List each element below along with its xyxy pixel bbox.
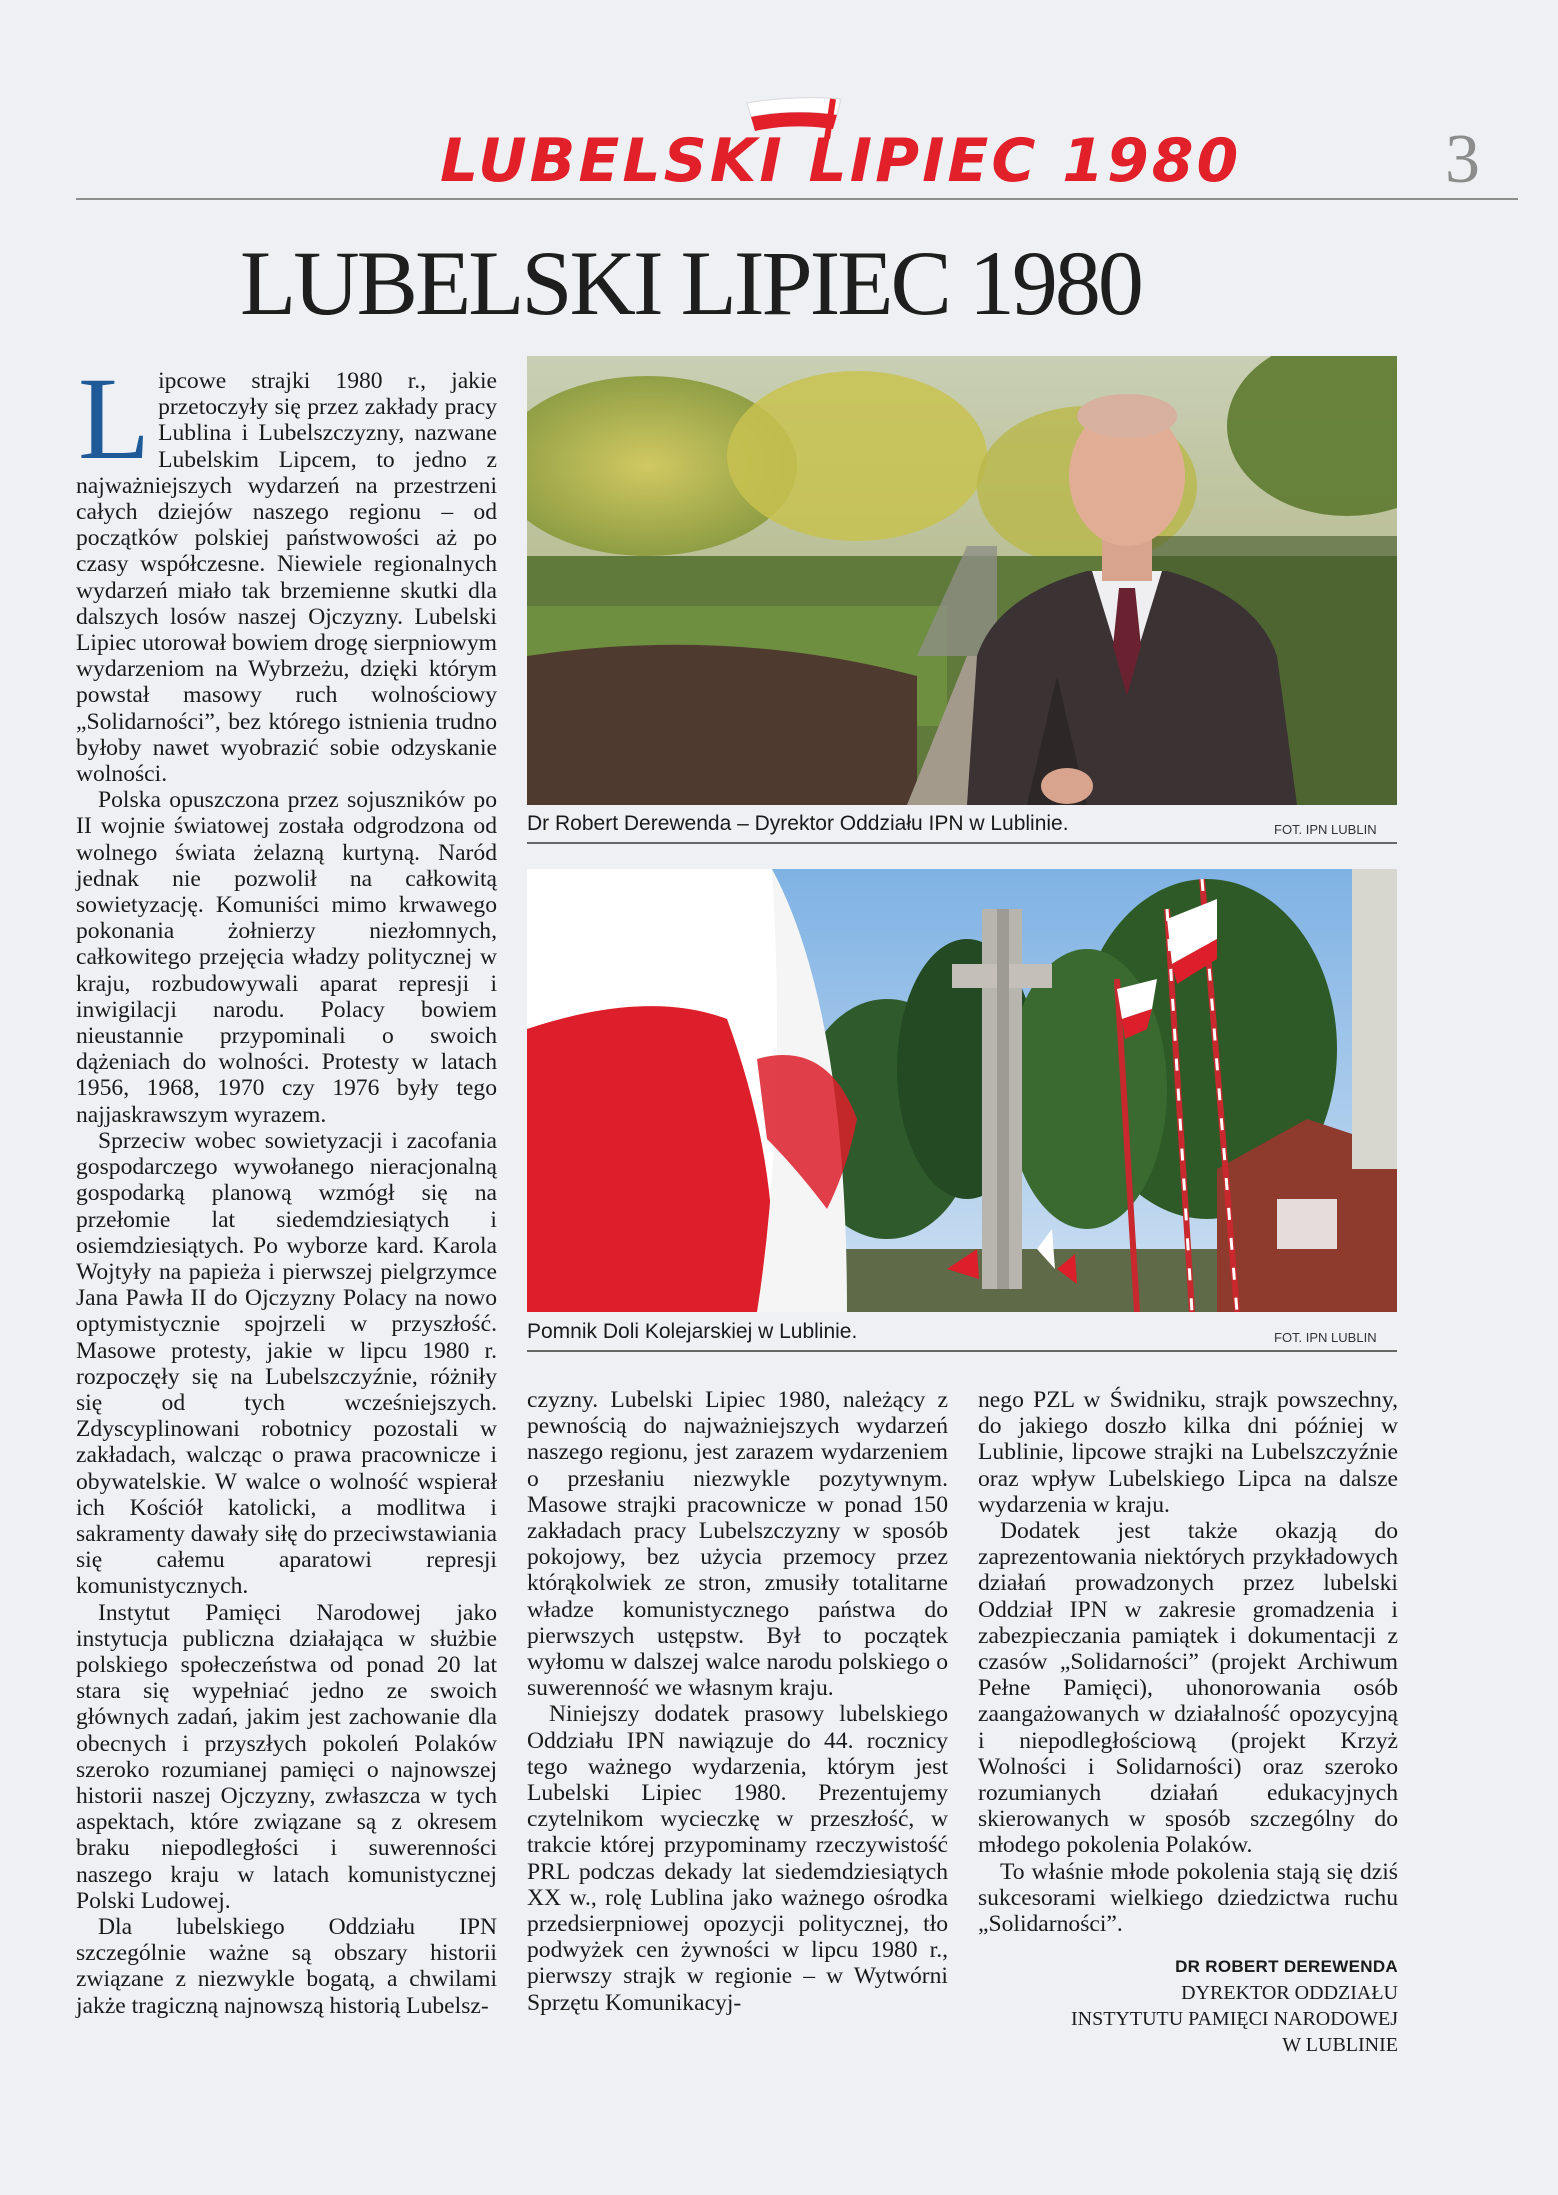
author-title: INSTYTUTU PAMIĘCI NARODOWEJ xyxy=(1070,2008,1398,2030)
header-divider xyxy=(76,198,1518,200)
article-column-1 xyxy=(76,353,497,2068)
article-column-2 xyxy=(527,1387,948,2087)
author-name: DR ROBERT DEREWENDA xyxy=(1175,1957,1398,1976)
photo-caption: Dr Robert Derewenda – Dyrektor Oddziału IPN w Lublinie. xyxy=(527,812,1069,835)
caption-divider xyxy=(527,842,1397,844)
dropcap: L xyxy=(78,353,151,484)
photo-caption: Pomnik Doli Kolejarskiej w Lublinie. xyxy=(527,1320,858,1343)
photo-credit: FOT. IPN LUBLIN xyxy=(1274,1330,1377,1345)
photo-monument xyxy=(527,869,1397,1312)
article-paragraph: nego PZL w Świdniku, strajk powszechny, do jakiego doszło kilka dni później w Lublinie, lipcowe strajki na Lubelszczyźnie oraz wpływ Lubelskiego Lipca na dalsze wydarzenia w kraju. xyxy=(978,1387,1398,1518)
page-number: 3 xyxy=(1445,121,1480,198)
article-paragraph: Sprzeciw wobec sowietyzacji i zacofania gospodarczego wywołanego nieracjonalną gospodarką planową wzmógł się na przełomie lat siedemdziesiątych i osiemdziesiątych. Po wyborze kard. Karola Wojtyły na papieża i pierwszej pielgrzymce Jana Pawła II do Ojczyzny Polacy na nowo optymistycznie spojrzeli w przyszłość. Masowe protesty, jakie w lipcu 1980 r. rozpoczęły się na Lubelszczyźnie, różniły się od tych wcześniejszych. Zdyscyplinowani robotnicy pozostali w zakładach, walcząc o prawa pracownicze i obywatelskie. W walce o wolność wspierał ich Kościół katolicki, a modlitwa i sakramenty dawały siłę do przeciwstawiania się całemu aparatowi represji komunistycznych. xyxy=(76,1127,497,1600)
header-logo: LUBELSKI LIPIEC 1980 xyxy=(440,126,1242,196)
author-title: W LUBLINIE xyxy=(1282,2034,1398,2056)
article-paragraph: czyzny. Lubelski Lipiec 1980, należący z pewnością do najważniejszych wydarzeń naszego regionu, jest zarazem wydarzeniem o przesłaniu niezwykle pozytywnym. Masowe strajki pracownicze w ponad 150 zakładach pracy Lubelszczyzny w sposób pokojowy, bez użycia przemocy przez którąkolwiek ze stron, zmusiły totalitarne władze komunistycznego państwa do pierwszych ustępstw. Był to początek wyłomu w dalszej walce narodu polskiego o suwerenność we własnym kraju. xyxy=(527,1387,948,1702)
portrait-image xyxy=(527,356,1397,805)
photo-portrait xyxy=(527,356,1397,805)
author-title: DYREKTOR ODDZIAŁU xyxy=(1181,1982,1398,2004)
monument-image xyxy=(527,869,1397,1312)
article-paragraph: Lipcowe strajki 1980 r., jakie przetoczyły się przez zakłady pracy Lublina i Lubelszczyzny, nazwane Lubelskim Lipcem, to jedno z najważniejszych wydarzeń na przestrzeni całych dziejów naszego regionu – od początków polskiej państwowości aż po czasy współczesne. Niewiele regionalnych wydarzeń miało tak brzemienne skutki dla dalszych losów naszej Ojczyzny. Lubelski Lipiec utorował bowiem drogę sierpniowym wydarzeniom na Wybrzeżu, dzięki którym powstał masowy ruch wolnościowy „Solidarności”, bez którego istnienia trudno byłoby nawet wyobrazić sobie odzyskanie wolności. xyxy=(76,353,497,788)
page-title: LUBELSKI LIPIEC 1980 xyxy=(240,232,1141,334)
photo-credit: FOT. IPN LUBLIN xyxy=(1274,822,1377,837)
article-paragraph: Dodatek jest także okazją do zaprezentowania niektórych przykładowych działań prowadzonych przez lubelski Oddział IPN w zakresie gromadzenia i zabezpieczania pamiątek i dokumentacji z czasów „Solidarności” (projekt Archiwum Pełne Pamięci), uhonorowania osób zaangażowanych w działalność opozycyjną i niepodległościową (projekt Krzyż Wolności i Solidarności) oraz szeroko rozumianych działań edukacyjnych skierowanych w sposób szczególny do młodego pokolenia Polaków. xyxy=(978,1518,1398,1859)
article-paragraph: To właśnie młode pokolenia stają się dziś sukcesorami wielkiego dziedzictwa ruchu „Solidarności”. xyxy=(978,1858,1398,1938)
article-paragraph: Dla lubelskiego Oddziału IPN szczególnie ważne są obszary historii związane z niezwykle bogatą, a chwilami jakże tragiczną najnowszą historią Lubelsz- xyxy=(76,1913,497,2019)
article-paragraph: Niniejszy dodatek prasowy lubelskiego Oddziału IPN nawiązuje do 44. rocznicy tego ważnego wydarzenia, którym jest Lubelski Lipiec 1980. Prezentujemy czytelnikom wycieczkę w przeszłość, w trakcie której przypominamy rzeczywistość PRL podczas dekady lat siedemdziesiątych XX w., rolę Lublina jako ważnego ośrodka przedsierpniowej opozycji politycznej, tło podwyżek cen żywności w lipcu 1980 r., pierwszy strajk w regionie – w Wytwórni Sprzętu Komunikacyj- xyxy=(527,1701,948,2016)
caption-divider xyxy=(527,1350,1397,1352)
article-paragraph: Polska opuszczona przez sojuszników po II wojnie światowej została odgrodzona od wolnego świata żelazną kurtyną. Naród jednak nie pozwolił na całkowitą sowietyzację. Komuniści mimo krwawego pokonania żołnierzy niezłomnych, całkowitego przejęcia władzy politycznej w kraju, rozbudowywali aparat represji i inwigilacji narodu. Polacy bowiem nieustannie przypominali o swoich dążeniach do wolności. Protesty w latach 1956, 1968, 1970 czy 1976 były tego najjaskrawszym wyrazem. xyxy=(76,787,497,1128)
article-paragraph: Instytut Pamięci Narodowej jako instytucja publiczna działająca w służbie polskiego społeczeństwa od ponad 20 lat stara się wypełniać jedno ze swoich głównych zadań, jakim jest zachowanie dla obecnych i przyszłych pokoleń Polaków szeroko rozumianej pamięci o najnowszej historii naszej Ojczyzny, zwłaszcza w tych aspektach, które związane są z okresem braku niepodległości i suwerenności naszego kraju w latach komunistycznej Polski Ludowej. xyxy=(76,1599,497,1914)
